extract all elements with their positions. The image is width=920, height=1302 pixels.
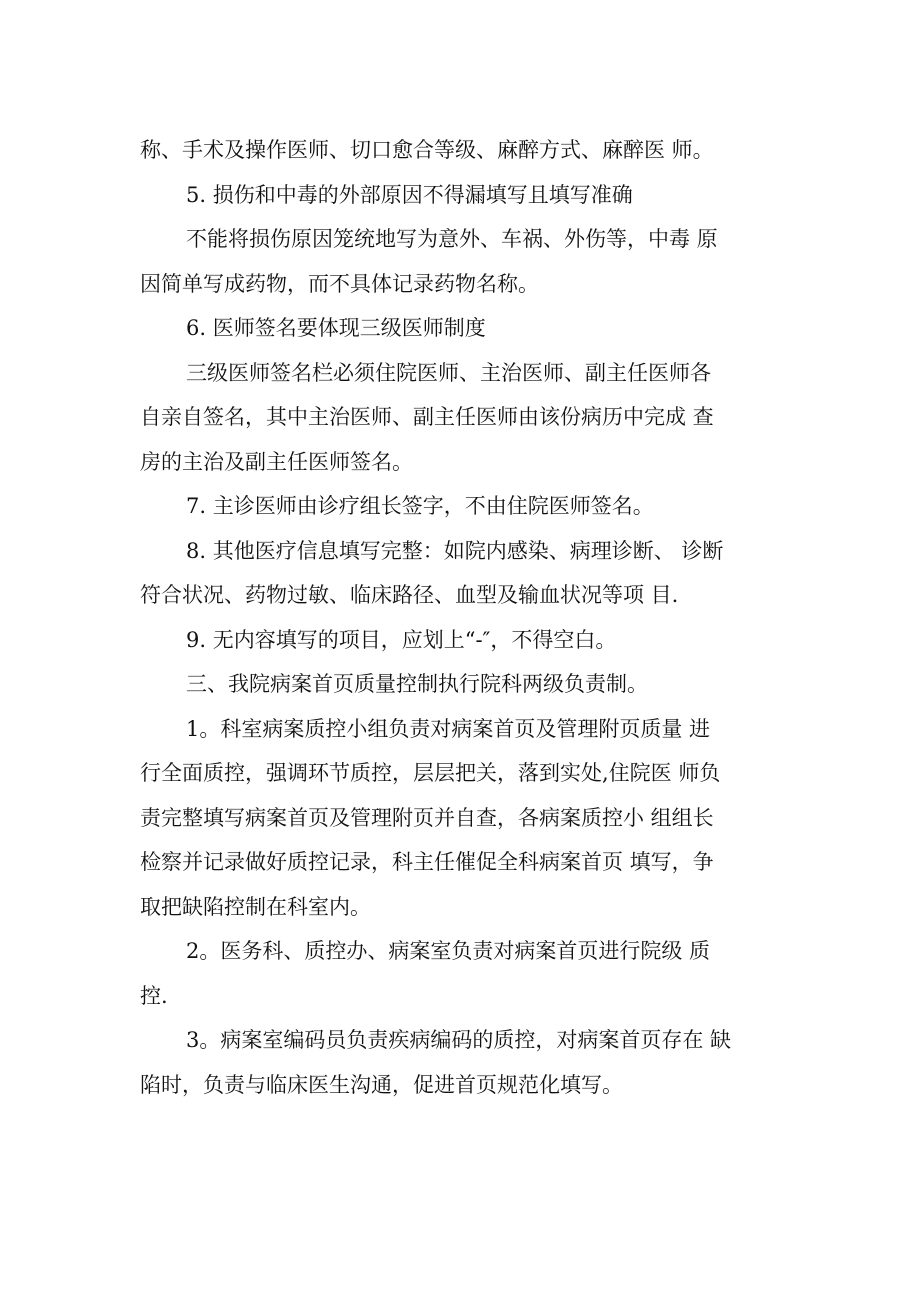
text-line: 控. — [140, 983, 168, 1008]
text-line: 取把缺陷控制在科室内。 — [140, 894, 371, 919]
text-line: 房的主治及副主任医师签名。 — [140, 449, 413, 474]
text-line: 符合状况、药物过敏、临床路径、血型及输血状况等项 目. — [140, 583, 679, 607]
text-line: 3。病案室编码员负责疾病编码的质控，对病案首页存在 缺 — [186, 1028, 732, 1052]
text-line: 称、手术及操作医师、切口愈合等级、麻醉方式、麻醉医 师。 — [140, 138, 714, 162]
section-heading: 三、我院病案首页质量控制执行院科两级负责制。 — [186, 672, 648, 696]
text-line: 7. 主诊医师由诊疗组长签字，不由住院医师签名。 — [186, 494, 654, 518]
text-line: 2。医务科、质控办、病案室负责对病案首页进行院级 质 — [186, 939, 711, 963]
text-line: 8. 其他医疗信息填写完整：如院内感染、病理诊断、 诊断 — [186, 538, 724, 563]
text-line: 检察并记录做好质控记录，科主任催促全科病案首页 填写，争 — [140, 850, 714, 874]
text-line: 1。科室病案质控小组负责对病案首页及管理附页质量 进 — [186, 716, 711, 741]
document-body — [140, 128, 800, 1107]
text-line: 6. 医师签名要体现三级医师制度 — [186, 316, 486, 340]
text-line: 行全面质控，强调环节质控，层层把关，落到实处,住院医 师负 — [140, 761, 721, 785]
text-line: 不能将损伤原因笼统地写为意外、车祸、外伤等，中毒 原 — [186, 227, 718, 251]
text-line: 5. 损伤和中毒的外部原因不得漏填写且填写准确 — [186, 182, 633, 207]
text-line: 因简单写成药物，而不具体记录药物名称。 — [140, 271, 539, 296]
text-line: 陷时，负责与临床医生沟通，促进首页规范化填写。 — [140, 1072, 623, 1097]
text-line: 三级医师签名栏必须住院医师、主治医师、副主任医师各 — [186, 360, 711, 385]
text-line: 9. 无内容填写的项目，应划上“-″，不得空白。 — [186, 627, 617, 652]
text-line: 自亲自签名，其中主治医师、副主任医师由该份病历中完成 查 — [140, 405, 714, 429]
text-line: 责完整填写病案首页及管理附页并自查，各病案质控小 组组长 — [140, 805, 714, 830]
